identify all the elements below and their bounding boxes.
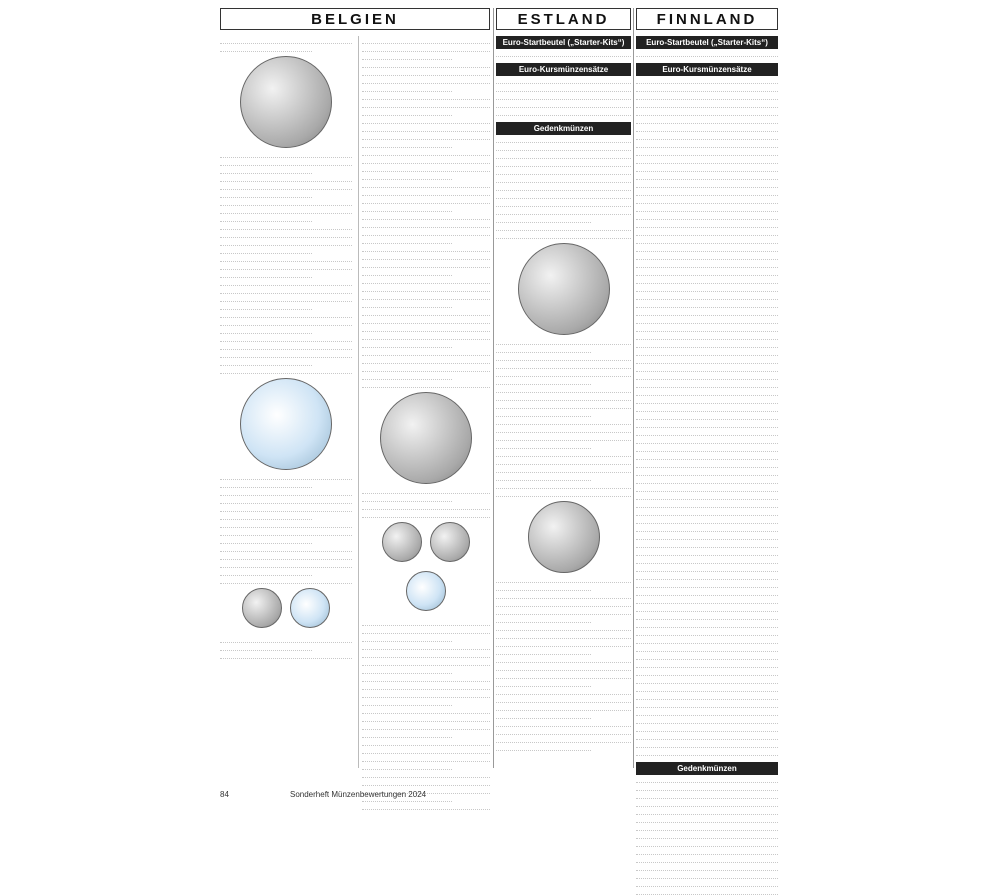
column-title-estland: ESTLAND [496,8,631,30]
entry-list [362,38,490,388]
entry-list [636,51,778,57]
entry-list [496,78,631,116]
entry-list [220,152,352,374]
column-divider [633,8,634,768]
belgien-content [220,36,490,768]
coin-image [430,522,470,562]
coin-image [240,56,332,148]
column-estland [496,8,631,768]
section-bar-starter-kits: Euro-Startbeutel („Starter-Kits“) [636,36,778,49]
entry-list [496,51,631,57]
section-bar-commemorative-coins: Gedenkmünzen [496,122,631,135]
entry-list [362,620,490,810]
section-bar-commemorative-coins: Gedenkmünzen [636,762,778,775]
catalog-page [220,8,778,788]
publication-title: Sonderheft Münzenbewertungen 2024 [290,790,427,799]
entry-list [220,637,352,659]
coin-image [406,571,446,611]
column-finnland [636,8,778,773]
column-title-finnland: FINNLAND [636,8,778,30]
entry-list [496,339,631,497]
column-belgien [220,8,490,768]
coin-image-pair [220,586,352,635]
entry-list [220,38,352,52]
coin-image [528,501,600,573]
coin-image [518,243,610,335]
coin-image [380,392,472,484]
column-title-belgien: BELGIEN [220,8,490,30]
page-number: 84 [220,790,229,799]
belgien-left-subcolumn [220,36,352,768]
entry-list [496,577,631,751]
entry-list [496,137,631,239]
section-bar-starter-kits: Euro-Startbeutel („Starter-Kits“) [496,36,631,49]
entry-list [636,78,778,756]
entry-list [220,474,352,584]
belgien-right-subcolumn [358,36,490,768]
page-footer [220,790,778,800]
column-divider [493,8,494,768]
coin-image [290,588,330,628]
coin-image [242,588,282,628]
coin-image [240,378,332,470]
section-bar-coin-sets: Euro-Kursmünzensätze [496,63,631,76]
entry-list [362,488,490,518]
coin-image [382,522,422,562]
coin-image-pair [362,520,490,618]
section-bar-coin-sets: Euro-Kursmünzensätze [636,63,778,76]
